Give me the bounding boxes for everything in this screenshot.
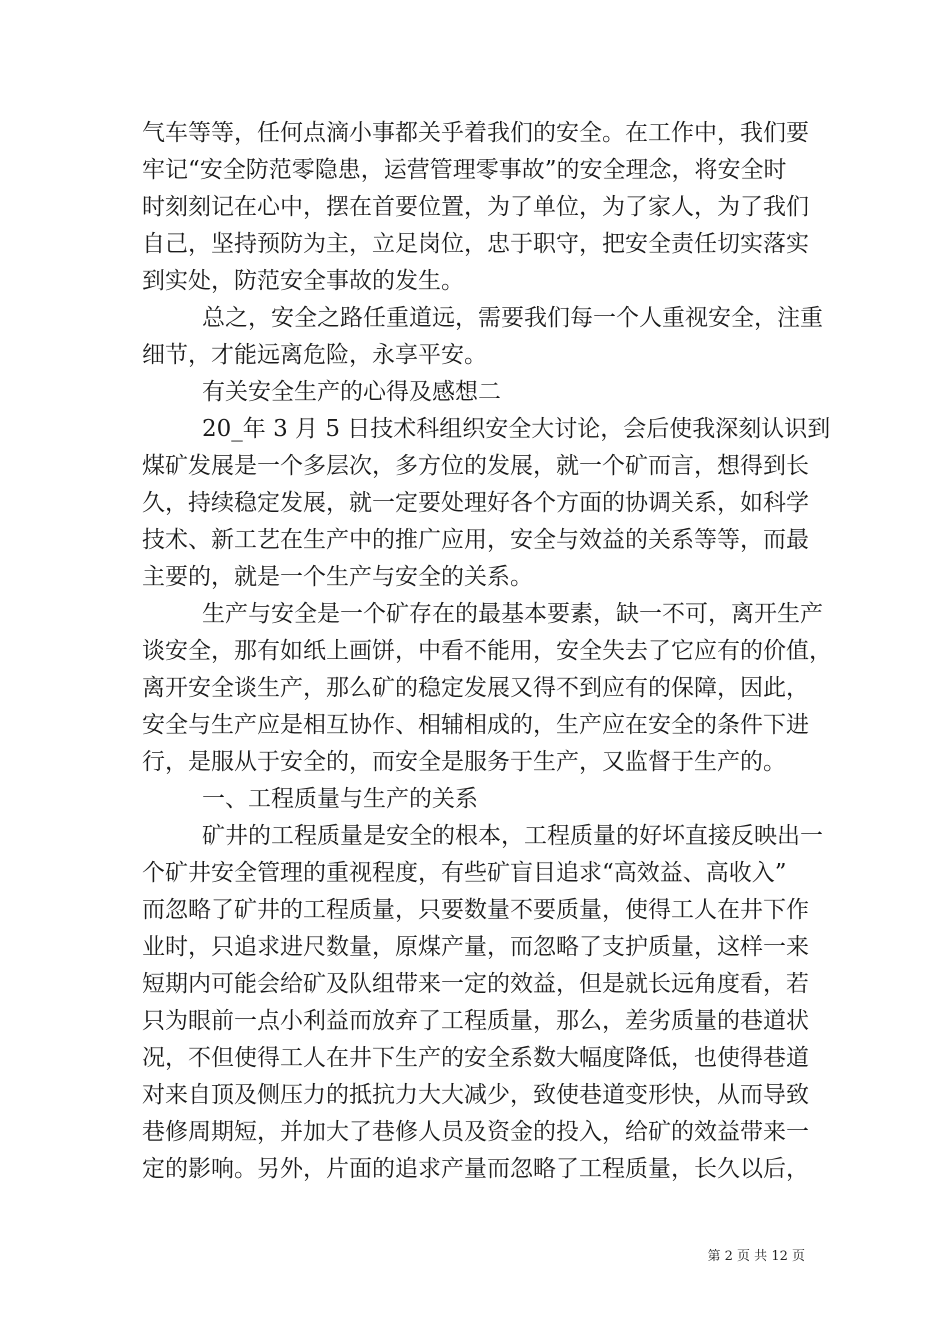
text-line: 巷修周期短，并加大了巷修人员及资金的投入，给矿的效益带来一 xyxy=(142,1119,809,1145)
text-line: 20_年 3 月 5 日技术科组织安全大讨论，会后使我深刻认识到 xyxy=(202,416,831,442)
text-line: 久，持续稳定发展，就一定要处理好各个方面的协调关系，如科学 xyxy=(142,490,809,516)
text-line: 技术、新工艺在生产中的推广应用，安全与效益的关系等等，而最 xyxy=(142,527,809,553)
text-line: 业时，只追求进尺数量，原煤产量，而忽略了支护质量，这样一来 xyxy=(142,934,809,960)
page-number: 第 2 页 共 12 页 xyxy=(707,1249,805,1264)
text-line: 自己，坚持预防为主，立足岗位，忠于职守，把安全责任切实落实 xyxy=(142,231,809,257)
text-line: 而忽略了矿井的工程质量，只要数量不要质量，使得工人在井下作 xyxy=(142,897,809,923)
text-line: 个矿井安全管理的重视程度，有些矿盲目追求“高效益、高收入” xyxy=(142,860,787,886)
section-heading: 一、工程质量与生产的关系 xyxy=(202,786,478,812)
text-line: 况，不但使得工人在井下生产的安全系数大幅度降低，也使得巷道 xyxy=(142,1045,809,1071)
text-line: 总之，安全之路任重道远，需要我们每一个人重视安全，注重 xyxy=(202,305,823,331)
section-heading: 有关安全生产的心得及感想二 xyxy=(202,379,501,405)
text-line: 离开安全谈生产，那么矿的稳定发展又得不到应有的保障，因此， xyxy=(142,675,809,701)
text-line: 定的影响。另外，片面的追求产量而忽略了工程质量，长久以后， xyxy=(142,1156,809,1182)
text-line: 安全与生产应是相互协作、相辅相成的，生产应在安全的条件下进 xyxy=(142,712,809,738)
text-line: 细节，才能远离危险，永享平安。 xyxy=(142,342,487,368)
text-line: 短期内可能会给矿及队组带来一定的效益，但是就长远角度看，若 xyxy=(142,971,809,997)
text-line: 到实处，防范安全事故的发生。 xyxy=(142,268,464,294)
text-line: 行，是服从于安全的，而安全是服务于生产，又监督于生产的。 xyxy=(142,749,786,775)
text-line: 对来自顶及侧压力的抵抗力大大减少，致使巷道变形快，从而导致 xyxy=(142,1082,809,1108)
text-line: 牢记“安全防范零隐患，运营管理零事故”的安全理念，将安全时 xyxy=(142,157,787,183)
text-line: 气车等等，任何点滴小事都关乎着我们的安全。在工作中，我们要 xyxy=(142,120,809,146)
text-line: 时刻刻记在心中，摆在首要位置，为了单位，为了家人，为了我们 xyxy=(142,194,809,220)
text-line: 煤矿发展是一个多层次，多方位的发展，就一个矿而言，想得到长 xyxy=(142,453,809,479)
text-line: 只为眼前一点小利益而放弃了工程质量，那么，差劣质量的巷道状 xyxy=(142,1008,809,1034)
text-line: 主要的，就是一个生产与安全的关系。 xyxy=(142,564,533,590)
text-line: 生产与安全是一个矿存在的最基本要素，缺一不可，离开生产 xyxy=(202,601,823,627)
text-line: 谈安全，那有如纸上画饼，中看不能用，安全失去了它应有的价值， xyxy=(142,638,832,664)
text-line: 矿井的工程质量是安全的根本，工程质量的好坏直接反映出一 xyxy=(202,823,823,849)
